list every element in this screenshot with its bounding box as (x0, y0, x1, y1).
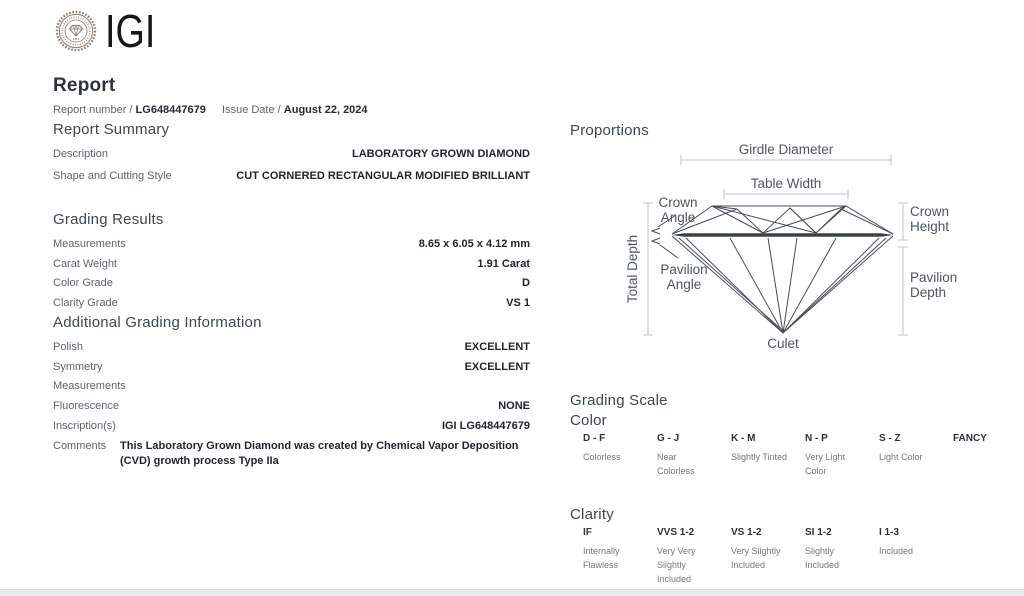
row-value: LABORATORY GROWN DIAMOND (351, 148, 530, 160)
additional-row-symmetry (53, 361, 530, 381)
section-heading-proportions: Proportions (570, 122, 649, 139)
grade-description: Very Light Color (805, 452, 846, 476)
grade-description: Light Color (879, 452, 923, 462)
diamond-proportions-diagram (630, 140, 1000, 360)
grade-range: K - M (731, 433, 756, 444)
section-heading-grading-results: Grading Results (53, 211, 164, 228)
grade-description: Included (879, 546, 914, 556)
grade-description: Near Colorless (657, 452, 695, 476)
label-total-depth: Total Depth (624, 234, 640, 304)
label-crown-angle: Crown Angle (658, 195, 698, 225)
row-value: IGI LG648447679 (441, 419, 530, 432)
clarity-grade-col (657, 527, 731, 586)
label-girdle-diameter: Girdle Diameter (738, 142, 834, 157)
row-label: Shape and Cutting Style (53, 170, 172, 182)
row-value: EXCELLENT (464, 341, 530, 353)
summary-row-description (53, 148, 530, 170)
additional-grading-section (53, 314, 530, 469)
issue-date-value: August 22, 2024 (283, 104, 368, 116)
clarity-grade-col (879, 527, 953, 586)
color-grade-col (805, 433, 879, 478)
color-grade-col (953, 433, 1024, 478)
additional-row-fluorescence (53, 400, 530, 420)
grade-range: D - F (583, 433, 606, 444)
row-label: Comments (53, 440, 107, 453)
page-title: Report (53, 75, 116, 96)
grade-range: N - P (805, 433, 828, 444)
row-value: NONE (498, 400, 530, 413)
grade-description: Colorless (583, 452, 621, 462)
row-label: Description (53, 148, 109, 160)
row-value: D (522, 277, 530, 290)
color-grade-col (879, 433, 953, 478)
grading-row-color (53, 277, 530, 297)
grade-range: VS 1-2 (731, 527, 762, 538)
grade-description: Internally Flawless (583, 546, 620, 570)
grade-range: S - Z (879, 433, 901, 444)
brand-wordmark: IGI (105, 5, 156, 57)
grade-range: IF (583, 527, 592, 538)
color-grade-col (583, 433, 657, 478)
color-grade-col (731, 433, 805, 478)
color-grade-col (657, 433, 731, 478)
report-header (53, 75, 530, 116)
clarity-grade-col (731, 527, 805, 586)
report-number-value: LG648447679 (135, 104, 206, 116)
row-value: EXCELLENT (464, 360, 530, 373)
clarity-grade-col (805, 527, 879, 586)
scale-heading-color: Color (570, 412, 607, 429)
grade-range: VVS 1-2 (657, 527, 695, 538)
grade-description: Very Very Slightly Included (657, 546, 696, 584)
grading-results-section (53, 211, 530, 317)
report-meta-line (53, 104, 530, 116)
additional-row-inscription (53, 420, 530, 440)
additional-row-comments (53, 439, 530, 469)
grading-row-carat (53, 258, 530, 278)
report-summary-section (53, 121, 530, 192)
label-culet: Culet (767, 336, 799, 351)
row-value: VS 1 (506, 297, 530, 310)
section-heading-additional: Additional Grading Information (53, 314, 262, 331)
grade-range: I 1-3 (879, 527, 900, 538)
grade-description: Very Slightly Included (731, 546, 781, 570)
row-label: Polish (53, 341, 83, 353)
color-scale (583, 433, 1024, 478)
section-heading-summary: Report Summary (53, 121, 170, 138)
section-heading-grading-scale: Grading Scale (570, 392, 668, 409)
row-label: Measurements (53, 380, 126, 393)
row-value: 8.65 x 6.05 x 4.12 mm (418, 238, 530, 250)
row-value: 1.91 Carat (477, 257, 530, 270)
comments-value: This Laboratory Grown Diamond was created by Chemical Vapor Deposition (CVD) growth process Type IIa (120, 440, 519, 468)
label-table-width: Table Width (750, 176, 822, 191)
grade-range: FANCY (953, 433, 987, 444)
row-label: Carat Weight (53, 257, 117, 270)
additional-row-polish (53, 341, 530, 361)
header-logo (55, 5, 166, 57)
label-pavilion-angle: Pavilion Angle (660, 262, 708, 292)
summary-row-shape (53, 170, 530, 192)
additional-row-measurements (53, 380, 530, 400)
issue-date-label: Issue Date / (222, 104, 281, 116)
row-label: Fluorescence (53, 400, 120, 413)
label-crown-height: Crown Height (910, 204, 950, 234)
grade-range: G - J (657, 433, 680, 444)
bottom-edge-bar (0, 589, 1024, 596)
grade-description: Slightly Tinted (731, 452, 788, 462)
grade-range: SI 1-2 (805, 527, 832, 538)
clarity-scale (583, 527, 953, 586)
row-label: Inscription(s) (53, 419, 116, 432)
clarity-grade-col (583, 527, 657, 586)
label-pavilion-depth: Pavilion Depth (910, 270, 958, 300)
scale-heading-clarity: Clarity (570, 506, 614, 523)
row-label: Measurements (53, 238, 126, 250)
row-value: CUT CORNERED RECTANGULAR MODIFIED BRILLIANT (236, 170, 530, 182)
row-label: Clarity Grade (53, 297, 118, 310)
igi-seal-icon (55, 10, 97, 52)
row-label: Symmetry (53, 360, 103, 373)
row-label: Color Grade (53, 277, 113, 290)
grading-row-measurements (53, 238, 530, 258)
report-number-label: Report number / (53, 104, 133, 116)
grade-description: Slightly Included (805, 546, 840, 570)
